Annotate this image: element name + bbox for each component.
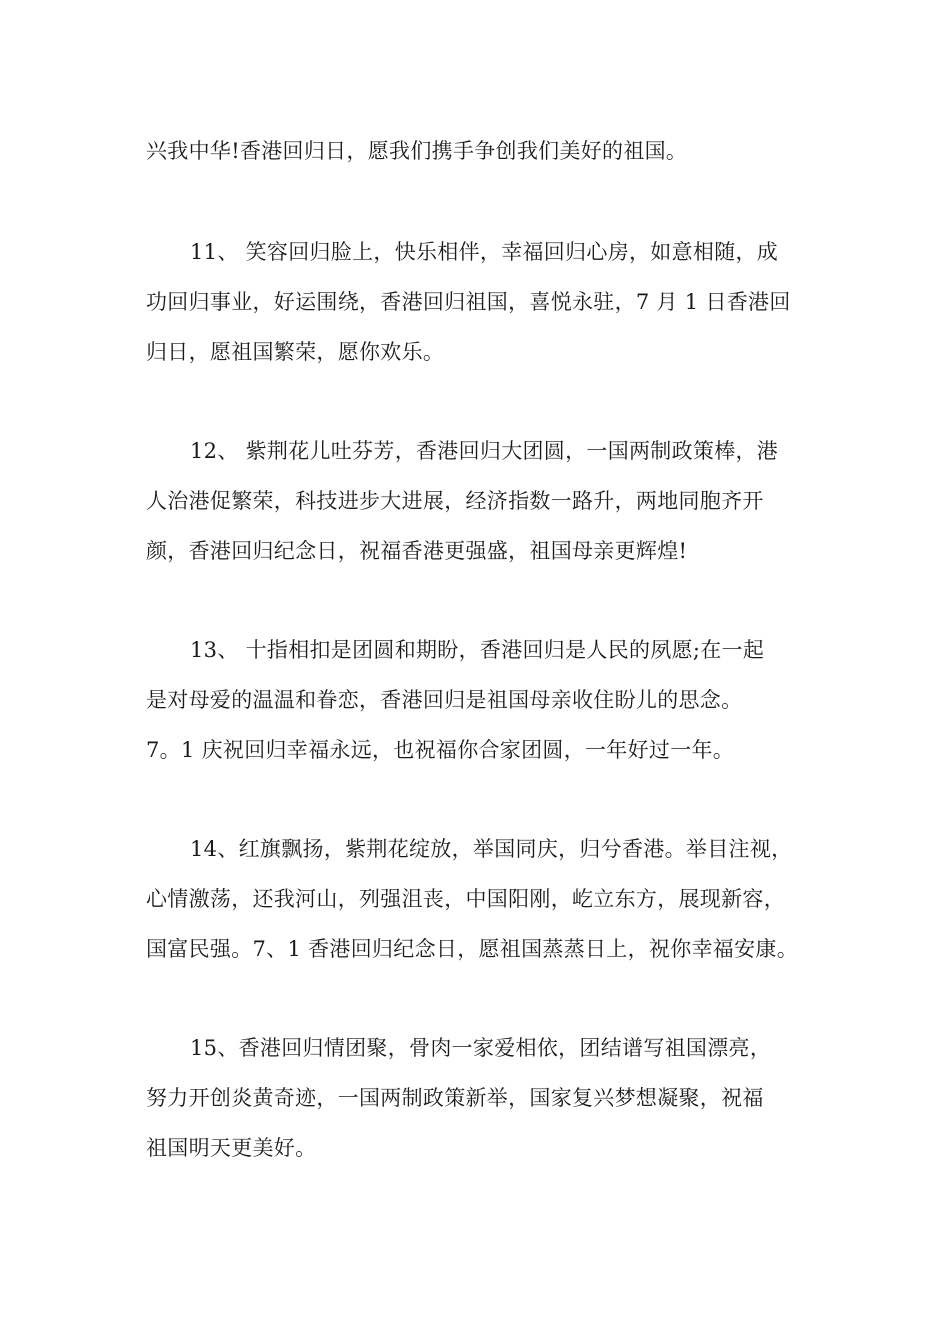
paragraph-14-line-3: 国富民强。7、1 香港回归纪念日，愿祖国蒸蒸日上，祝你幸福安康。 <box>146 937 798 961</box>
paragraph-11-line-1: 11、 笑容回归脸上，快乐相伴，幸福回归心房，如意相随，成 <box>190 240 779 264</box>
paragraph-11-line-2: 功回归事业，好运围绕，香港回归祖国，喜悦永驻，7 月 1 日香港回 <box>146 290 791 314</box>
paragraph-13-line-3: 7。1 庆祝回归幸福永远，也祝福你合家团圆，一年好过一年。 <box>146 738 735 762</box>
paragraph-13-line-2: 是对母爱的温温和眷恋，香港回归是祖国母亲收住盼儿的思念。 <box>146 688 743 712</box>
paragraph-15-line-2: 努力开创炎黄奇迹，一国两制政策新举，国家复兴梦想凝聚，祝福 <box>146 1086 764 1110</box>
paragraph-10-line-3: 兴我中华!香港回归日，愿我们携手争创我们美好的祖国。 <box>146 139 688 163</box>
paragraph-11-line-3: 归日，愿祖国繁荣，愿你欢乐。 <box>146 340 445 364</box>
paragraph-13-line-1: 13、 十指相扣是团圆和期盼，香港回归是人民的夙愿;在一起 <box>190 638 765 662</box>
paragraph-12-line-1: 12、 紫荆花儿吐芬芳，香港回归大团圆，一国两制政策棒，港 <box>190 439 779 463</box>
paragraph-12-line-2: 人治港促繁荣，科技进步大进展，经济指数一路升，两地同胞齐开 <box>146 489 764 513</box>
paragraph-14-line-1: 14、红旗飘扬，紫荆花绽放，举国同庆，归兮香港。举目注视， <box>190 837 793 861</box>
paragraph-15-line-3: 祖国明天更美好。 <box>146 1136 317 1160</box>
paragraph-15-line-1: 15、香港回归情团聚，骨肉一家爱相依，团结谱写祖国漂亮， <box>190 1036 772 1060</box>
paragraph-12-line-3: 颜，香港回归纪念日，祝福香港更强盛，祖国母亲更辉煌! <box>146 539 688 563</box>
paragraph-14-line-2: 心情激荡，还我河山，列强沮丧，中国阳刚，屹立东方，展现新容， <box>146 887 785 911</box>
